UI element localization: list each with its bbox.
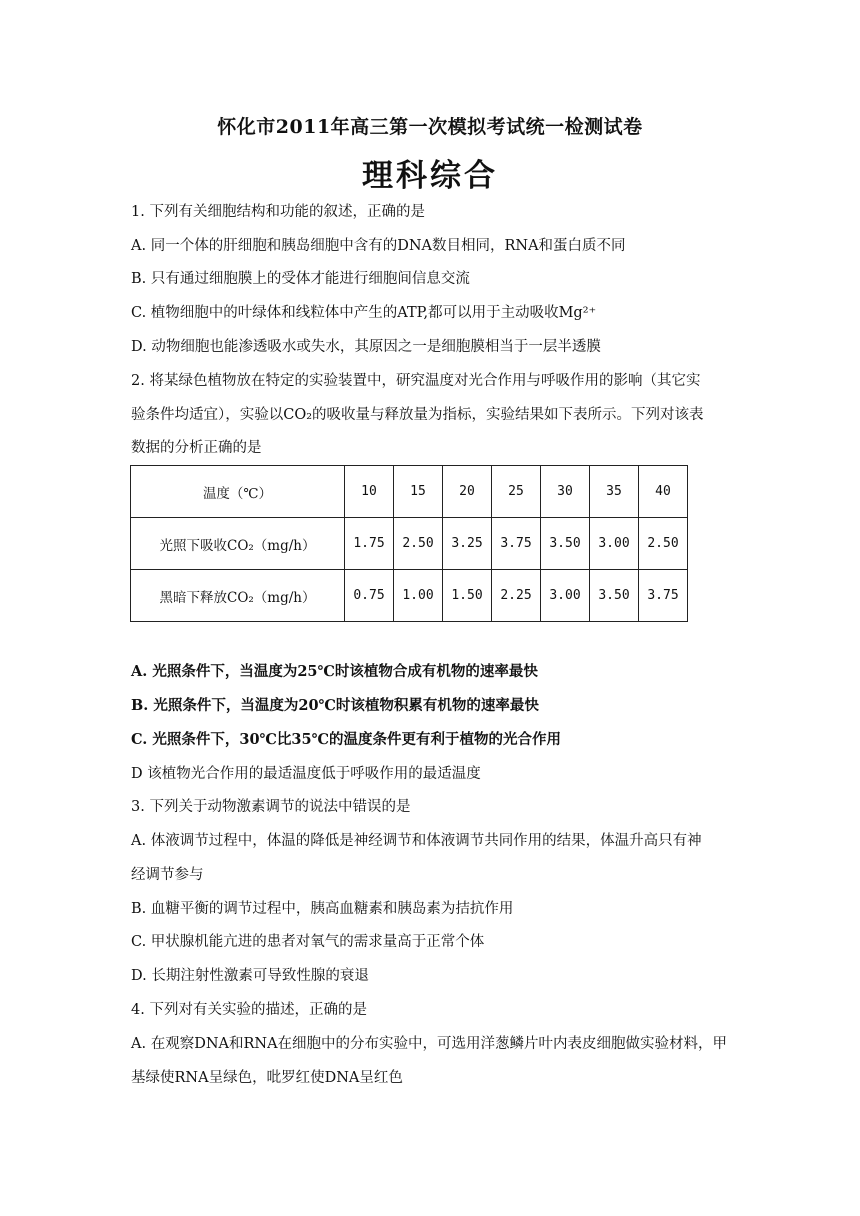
temp-cell: 30 [541, 466, 590, 518]
table-cell: 3.75 [492, 518, 541, 570]
question-4-option-a-line-1: A. 在观察DNA和RNA在细胞中的分布实验中，可选用洋葱鳞片叶内表皮细胞做实验材料，甲 [131, 1036, 728, 1052]
exam-title: 怀化市2011年高三第一次模拟考试统一检测试卷 [217, 116, 643, 138]
temp-cell: 40 [639, 466, 688, 518]
question-3-option-d: D. 长期注射性激素可导致性腺的衰退 [131, 968, 369, 984]
table-cell: 2.50 [394, 518, 443, 570]
table-cell: 1.50 [443, 570, 492, 622]
table-row [131, 570, 688, 622]
question-1-option-d: D. 动物细胞也能渗透吸水或失水，其原因之一是细胞膜相当于一层半透膜 [131, 339, 601, 355]
table-cell: 1.75 [345, 518, 394, 570]
dark-release-label: 黑暗下释放CO₂（mg/h） [131, 570, 345, 622]
subject-heading: 理科综合 [362, 158, 498, 194]
question-2-option-b: B. 光照条件下，当温度为20℃时该植物积累有机物的速率最快 [131, 697, 539, 714]
question-2-option-a: A. 光照条件下，当温度为25℃时该植物合成有机物的速率最快 [131, 663, 538, 680]
question-3-option-a-line-2: 经调节参与 [131, 867, 204, 883]
question-4-stem: 4. 下列对有关实验的描述，正确的是 [131, 1002, 367, 1018]
question-1-stem: 1. 下列有关细胞结构和功能的叙述，正确的是 [131, 204, 425, 220]
experiment-data-table [130, 465, 688, 622]
question-2-stem-line-2: 验条件均适宜），实验以CO₂的吸收量与释放量为指标，实验结果如下表所示。下列对该表 [131, 407, 704, 423]
table-cell: 3.00 [541, 570, 590, 622]
temp-cell: 35 [590, 466, 639, 518]
table-cell: 0.75 [345, 570, 394, 622]
table-cell: 3.50 [541, 518, 590, 570]
question-3-stem: 3. 下列关于动物激素调节的说法中错误的是 [131, 799, 411, 815]
table-cell: 2.25 [492, 570, 541, 622]
question-1-option-b: B. 只有通过细胞膜上的受体才能进行细胞间信息交流 [131, 271, 470, 287]
question-3-option-c: C. 甲状腺机能亢进的患者对氧气的需求量高于正常个体 [131, 934, 485, 950]
table-cell: 2.50 [639, 518, 688, 570]
temp-cell: 15 [394, 466, 443, 518]
temperature-header: 温度（℃） [131, 466, 345, 518]
table-cell: 3.00 [590, 518, 639, 570]
question-2-stem-line-1: 2. 将某绿色植物放在特定的实验装置中，研究温度对光合作用与呼吸作用的影响（其它实 [131, 373, 701, 389]
table-row [131, 518, 688, 570]
temp-cell: 20 [443, 466, 492, 518]
table-cell: 3.25 [443, 518, 492, 570]
light-absorb-label: 光照下吸收CO₂（mg/h） [131, 518, 345, 570]
question-4-option-a-line-2: 基绿使RNA呈绿色，吡罗红使DNA呈红色 [131, 1070, 403, 1086]
temp-cell: 25 [492, 466, 541, 518]
table-cell: 3.50 [590, 570, 639, 622]
question-2-option-d: D 该植物光合作用的最适温度低于呼吸作用的最适温度 [131, 766, 481, 782]
question-3-option-a-line-1: A. 体液调节过程中，体温的降低是神经调节和体液调节共同作用的结果，体温升高只有神 [131, 833, 702, 849]
question-1-option-a: A. 同一个体的肝细胞和胰岛细胞中含有的DNA数目相同，RNA和蛋白质不同 [131, 238, 626, 254]
question-2-stem-line-3: 数据的分析正确的是 [131, 440, 262, 456]
question-2-option-c: C. 光照条件下，30℃比35℃的温度条件更有利于植物的光合作用 [131, 731, 561, 748]
table-cell: 1.00 [394, 570, 443, 622]
table-cell: 3.75 [639, 570, 688, 622]
question-3-option-b: B. 血糖平衡的调节过程中，胰高血糖素和胰岛素为拮抗作用 [131, 901, 514, 917]
table-row [131, 466, 688, 518]
question-1-option-c: C. 植物细胞中的叶绿体和线粒体中产生的ATP,都可以用于主动吸收Mg²⁺ [131, 305, 597, 321]
temp-cell: 10 [345, 466, 394, 518]
